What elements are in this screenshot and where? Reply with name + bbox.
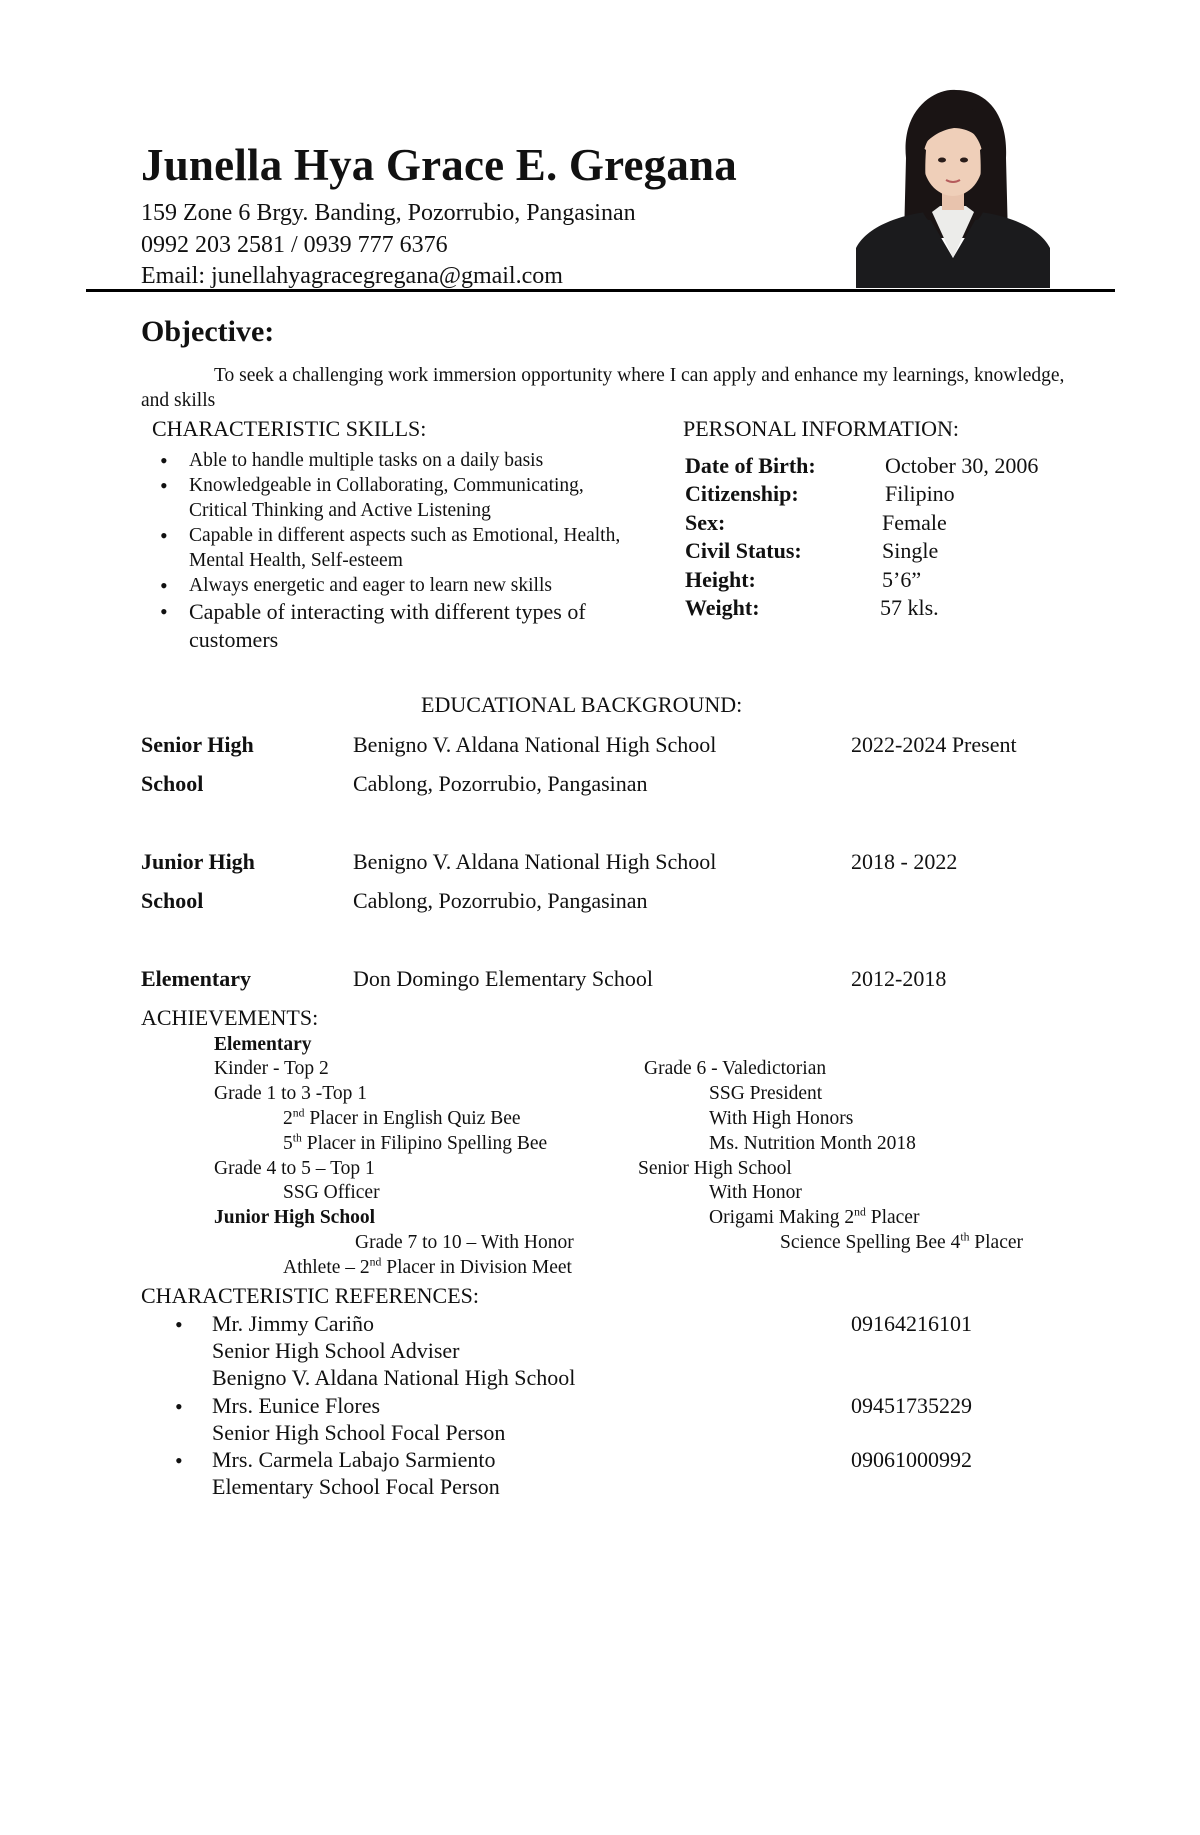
reference-position: Senior High School Adviser bbox=[212, 1338, 460, 1363]
info-label: Date of Birth: bbox=[685, 453, 816, 478]
reference-phone: 09061000992 bbox=[851, 1447, 972, 1472]
senior-high-level-2: School bbox=[141, 771, 204, 796]
info-value: Filipino bbox=[885, 481, 955, 507]
senior-high-place: Cablong, Pozorrubio, Pangasinan bbox=[353, 771, 648, 796]
junior-high-school: Benigno V. Aldana National High School bbox=[353, 849, 717, 874]
info-row bbox=[685, 594, 1038, 622]
personal-info-table bbox=[685, 452, 1038, 622]
phone-numbers: 0992 203 2581 / 0939 777 6376 bbox=[141, 232, 448, 258]
ach-spelling-sup: th bbox=[960, 1230, 970, 1244]
ach-english-quiz bbox=[283, 1106, 521, 1129]
ach-grade7to10: Grade 7 to 10 – With Honor bbox=[355, 1232, 574, 1253]
ach-nutrition-month: Ms. Nutrition Month 2018 bbox=[709, 1133, 916, 1154]
education-heading: EDUCATIONAL BACKGROUND: bbox=[421, 692, 743, 717]
senior-high-years: 2022-2024 Present bbox=[851, 732, 1017, 757]
info-value: Female bbox=[882, 509, 947, 535]
ach-high-honors: With High Honors bbox=[709, 1108, 854, 1129]
bullet-icon: • bbox=[175, 1312, 183, 1337]
info-row bbox=[685, 452, 1038, 480]
elementary-school: Don Domingo Elementary School bbox=[353, 966, 654, 991]
junior-high-level-2: School bbox=[141, 888, 204, 913]
applicant-name: Junella Hya Grace E. Gregana bbox=[141, 140, 737, 190]
objective-text: To seek a challenging work immersion opportunity where I can apply and enhance my learnings, knowledge, and skills bbox=[141, 365, 1065, 411]
info-row bbox=[685, 480, 1038, 508]
ach-athlete-sup: nd bbox=[369, 1255, 382, 1269]
ach-english-rest: Placer in English Quiz Bee bbox=[304, 1108, 521, 1129]
reference-phone: 09164216101 bbox=[851, 1311, 972, 1336]
info-label: Height: bbox=[685, 566, 756, 592]
elementary-years: 2012-2018 bbox=[851, 966, 947, 991]
info-value: Single bbox=[882, 538, 939, 564]
info-row bbox=[685, 509, 1038, 537]
objective-heading: Objective: bbox=[141, 315, 275, 348]
ach-with-honor: With Honor bbox=[709, 1182, 802, 1203]
header-divider bbox=[86, 289, 1115, 292]
ach-ssg-president: SSG President bbox=[709, 1083, 823, 1104]
list-item: • Knowledgeable in Collaborating, Communicating, Critical Thinking and Active Listening bbox=[160, 473, 630, 523]
list-item: • Capable in different aspects such as Emotional, Health, Mental Health, Self-esteem bbox=[160, 523, 630, 573]
ach-athlete-rest: Placer in Division Meet bbox=[381, 1257, 572, 1278]
ach-filipino-num: 5 bbox=[283, 1133, 293, 1154]
ach-english-num: 2 bbox=[283, 1108, 293, 1129]
ach-grade4to5: Grade 4 to 5 – Top 1 bbox=[214, 1158, 375, 1179]
ach-english-sup: nd bbox=[292, 1106, 305, 1120]
ach-filipino-rest: Placer in Filipino Spelling Bee bbox=[301, 1133, 548, 1154]
email-label: Email: bbox=[141, 263, 211, 289]
reference-school: Benigno V. Aldana National High School bbox=[212, 1365, 576, 1390]
ach-spelling-rest: Placer bbox=[969, 1232, 1024, 1253]
info-row bbox=[685, 537, 1038, 565]
skills-list bbox=[160, 448, 630, 654]
ach-science-spelling bbox=[780, 1230, 1024, 1253]
info-label: Weight: bbox=[685, 595, 760, 621]
info-value: 5’6” bbox=[882, 566, 922, 592]
elementary-level: Elementary bbox=[141, 966, 251, 991]
ach-filipino-sup: th bbox=[292, 1131, 302, 1145]
bullet-icon: • bbox=[175, 1394, 183, 1419]
ach-origami-pre: Origami Making 2 bbox=[709, 1207, 855, 1228]
info-row bbox=[685, 566, 1038, 594]
ach-origami-sup: nd bbox=[854, 1205, 866, 1219]
achievements-heading: ACHIEVEMENTS: bbox=[141, 1005, 319, 1030]
reference-name: Mrs. Carmela Labajo Sarmiento bbox=[212, 1447, 496, 1472]
reference-phone: 09451735229 bbox=[851, 1393, 972, 1418]
ach-jhs-heading: Junior High School bbox=[214, 1207, 376, 1228]
ach-ssg-officer: SSG Officer bbox=[283, 1182, 380, 1203]
senior-high-level: Senior High bbox=[141, 732, 254, 757]
email-line bbox=[141, 264, 563, 288]
ach-origami bbox=[709, 1205, 920, 1228]
reference-name: Mr. Jimmy Cariño bbox=[212, 1311, 374, 1336]
references-heading: CHARACTERISTIC REFERENCES: bbox=[141, 1283, 479, 1308]
reference-name: Mrs. Eunice Flores bbox=[212, 1393, 381, 1418]
senior-high-school: Benigno V. Aldana National High School bbox=[353, 732, 717, 757]
email-address: junellahyagracegregana@gmail.com bbox=[210, 263, 563, 289]
junior-high-years: 2018 - 2022 bbox=[851, 849, 958, 874]
info-label: Sex: bbox=[685, 509, 726, 535]
ach-kinder: Kinder - Top 2 bbox=[214, 1058, 329, 1079]
ach-grade6: Grade 6 - Valedictorian bbox=[644, 1058, 827, 1079]
profile-photo bbox=[856, 88, 1050, 288]
junior-high-place: Cablong, Pozorrubio, Pangasinan bbox=[353, 888, 648, 913]
ach-elementary-heading: Elementary bbox=[214, 1034, 312, 1055]
info-label: Citizenship: bbox=[685, 481, 799, 507]
info-label: Civil Status: bbox=[685, 538, 802, 564]
list-item: • Always energetic and eager to learn new skills bbox=[160, 573, 630, 598]
info-value: October 30, 2006 bbox=[885, 453, 1039, 478]
reference-position: Senior High School Focal Person bbox=[212, 1420, 506, 1445]
info-value: 57 kls. bbox=[880, 595, 939, 621]
skills-heading: CHARACTERISTIC SKILLS: bbox=[152, 416, 427, 441]
list-item: • Capable of interacting with different types of customers bbox=[160, 598, 630, 654]
personal-info-heading: PERSONAL INFORMATION: bbox=[683, 416, 960, 441]
ach-athlete-pre: Athlete – 2 bbox=[283, 1257, 370, 1278]
ach-shs-heading: Senior High School bbox=[638, 1158, 792, 1179]
ach-origami-rest: Placer bbox=[865, 1207, 920, 1228]
ach-athlete bbox=[283, 1255, 572, 1278]
address: 159 Zone 6 Brgy. Banding, Pozorrubio, Pangasinan bbox=[141, 200, 636, 226]
ach-grade1to3: Grade 1 to 3 -Top 1 bbox=[214, 1083, 367, 1104]
ach-spelling-pre: Science Spelling Bee 4 bbox=[780, 1232, 961, 1253]
ach-filipino-spelling bbox=[283, 1131, 548, 1154]
bullet-icon: • bbox=[175, 1448, 183, 1473]
junior-high-level: Junior High bbox=[141, 849, 255, 874]
reference-position: Elementary School Focal Person bbox=[212, 1474, 500, 1499]
list-item: • Able to handle multiple tasks on a daily basis bbox=[160, 448, 630, 473]
